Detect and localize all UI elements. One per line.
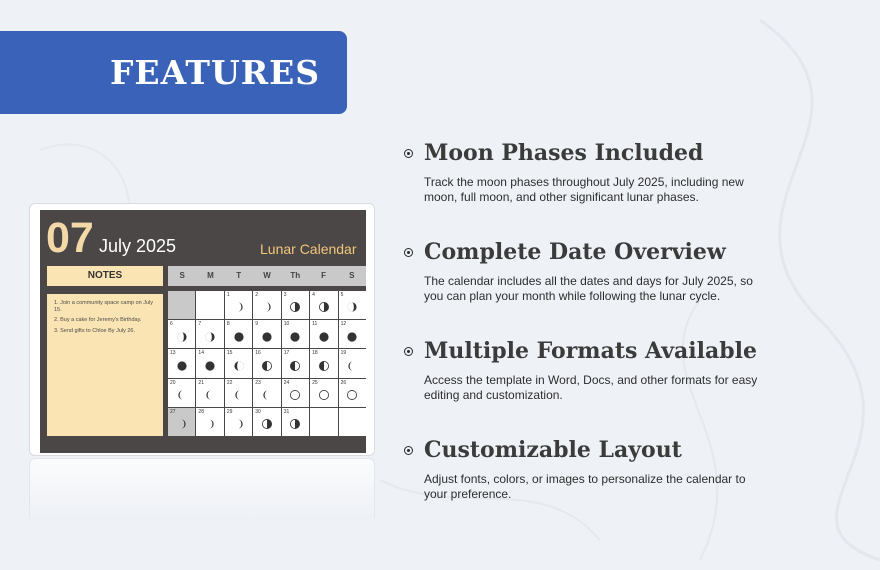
date-number: 9 — [255, 321, 259, 328]
moon-half-left-icon — [261, 360, 272, 371]
calendar-empty-cell — [339, 408, 366, 436]
date-number: 5 — [340, 292, 344, 298]
calendar-preview-card — [29, 203, 375, 456]
date-number: 30 — [255, 408, 261, 415]
calendar-date-cell — [196, 408, 223, 436]
moon-crescent-right-icon — [261, 302, 272, 313]
feature-description: Adjust fonts, colors, or images to personalize the calendar to your preference. — [424, 472, 746, 501]
moon-half-left-icon — [318, 360, 329, 371]
moon-full-icon — [318, 331, 329, 342]
moon-gibbous-icon — [347, 302, 358, 313]
date-number: 19 — [340, 350, 347, 357]
note-item: 2. Buy a cake for Jeremy's Birthday. — [54, 317, 142, 324]
calendar-date-cell — [310, 320, 337, 348]
moon-half-left-icon — [290, 360, 301, 371]
calendar-date-cell — [196, 379, 223, 407]
calendar-title: Lunar Calendar — [260, 241, 357, 257]
date-number: 6 — [170, 321, 173, 328]
calendar-date-grid — [168, 291, 366, 436]
calendar-date-cell — [168, 349, 195, 377]
calendar-date-cell — [310, 379, 337, 407]
calendar-date-cell — [225, 379, 252, 407]
calendar-date-cell — [168, 320, 195, 348]
calendar-date-cell — [225, 349, 252, 377]
calendar-date-cell — [339, 291, 366, 319]
moon-full-icon — [176, 360, 187, 371]
date-number: 7 — [198, 321, 202, 328]
calendar-month-year: July 2025 — [99, 236, 177, 256]
weekday-label: T — [236, 271, 242, 280]
date-number: 4 — [312, 292, 315, 298]
notes-panel — [47, 294, 163, 436]
feature-title: Multiple Formats Available — [424, 338, 757, 364]
date-number: 27 — [170, 408, 176, 415]
date-number: 31 — [283, 408, 290, 415]
date-number: 13 — [170, 350, 176, 357]
date-number: 11 — [312, 321, 318, 328]
date-number: 21 — [198, 379, 204, 386]
calendar-date-cell — [196, 349, 223, 377]
weekday-header-row — [168, 266, 366, 286]
moon-full-icon — [290, 331, 301, 342]
moon-crescent-right-icon — [205, 419, 216, 430]
moon-new-icon — [290, 389, 301, 400]
moon-crescent-left-icon — [205, 389, 216, 400]
moon-gibbous-icon — [205, 331, 216, 342]
feature-title: Complete Date Overview — [424, 239, 726, 265]
calendar-date-cell — [253, 291, 280, 319]
date-number: 20 — [170, 379, 176, 386]
date-number: 28 — [198, 408, 204, 415]
feature-description: Access the template in Word, Docs, and other formats for easy editing and customization. — [424, 373, 758, 402]
moon-half-right-icon — [261, 419, 272, 430]
date-number: 26 — [340, 379, 347, 386]
weekday-label: Th — [290, 271, 301, 280]
date-number: 8 — [226, 321, 230, 328]
calendar-date-cell — [253, 379, 280, 407]
date-number: 10 — [283, 321, 290, 328]
card-reflection — [29, 458, 375, 518]
date-number: 15 — [226, 350, 233, 357]
moon-new-icon — [318, 389, 329, 400]
date-number: 3 — [283, 292, 287, 298]
moon-full-icon — [205, 360, 216, 371]
calendar-date-cell — [225, 291, 252, 319]
calendar-date-cell — [225, 408, 252, 436]
moon-crescent-right-icon — [233, 302, 244, 313]
calendar-date-cell — [168, 408, 195, 436]
calendar-date-cell — [282, 408, 309, 436]
date-number: 18 — [312, 350, 318, 357]
notes-header: NOTES — [47, 266, 163, 286]
date-number: 17 — [283, 350, 290, 357]
feature-title: Customizable Layout — [424, 437, 682, 463]
calendar-date-cell — [225, 320, 252, 348]
moon-half-right-icon — [290, 302, 301, 313]
date-number: 1 — [226, 292, 230, 298]
note-item: 3. Send gifts to Chloe By July 26. — [54, 327, 136, 334]
note-item: 1. Join a community space camp on July 15. — [54, 300, 154, 314]
weekday-label: M — [207, 271, 214, 280]
calendar-date-cell — [339, 320, 366, 348]
bullet-icon — [404, 446, 413, 455]
calendar-date-cell — [253, 349, 280, 377]
moon-crescent-right-icon — [233, 419, 244, 430]
weekday-label: W — [263, 271, 271, 280]
calendar-empty-cell — [196, 291, 223, 319]
bullet-icon — [404, 248, 413, 257]
moon-full-icon — [261, 331, 272, 342]
moon-new-icon — [347, 389, 358, 400]
weekday-label: F — [321, 271, 326, 280]
moon-full-icon — [347, 331, 358, 342]
features-banner — [0, 31, 347, 114]
calendar-date-cell — [339, 379, 366, 407]
date-number: 16 — [255, 350, 261, 357]
bullet-icon — [404, 149, 413, 158]
date-number: 22 — [226, 379, 233, 386]
calendar-date-cell — [282, 291, 309, 319]
moon-gibbous-icon — [176, 331, 187, 342]
date-number: 29 — [226, 408, 233, 415]
feature-description: The calendar includes all the dates and days for July 2025, so you can plan your month while following the lunar cycle. — [424, 274, 753, 303]
calendar-date-cell — [196, 320, 223, 348]
moon-full-icon — [233, 331, 244, 342]
weekday-label: S — [179, 271, 185, 280]
date-number: 25 — [312, 379, 318, 386]
calendar-date-cell — [168, 379, 195, 407]
calendar-date-cell — [282, 320, 309, 348]
date-number: 24 — [283, 379, 290, 386]
calendar-date-cell — [253, 320, 280, 348]
date-number: 2 — [255, 292, 259, 298]
date-number: 14 — [198, 350, 204, 357]
weekday-label: S — [349, 271, 355, 280]
calendar-empty-cell — [168, 291, 195, 319]
moon-half-right-icon — [318, 302, 329, 313]
feature-title: Moon Phases Included — [424, 140, 704, 166]
calendar-day-number: 07 — [46, 214, 94, 262]
calendar-date-cell — [253, 408, 280, 436]
calendar-date-cell — [339, 349, 366, 377]
calendar-date-cell — [282, 379, 309, 407]
calendar-date-cell — [310, 291, 337, 319]
bullet-icon — [404, 347, 413, 356]
date-number: 23 — [255, 379, 261, 386]
banner-title: FEATURES — [110, 53, 321, 92]
calendar-empty-cell — [310, 408, 337, 436]
moon-crescent-left-icon — [261, 389, 272, 400]
moon-crescent-left-icon — [176, 389, 187, 400]
moon-crescent-left-icon — [233, 389, 244, 400]
lunar-calendar — [40, 210, 366, 453]
calendar-date-cell — [310, 349, 337, 377]
moon-gibbous-left-icon — [233, 360, 244, 371]
feature-description: Track the moon phases throughout July 2025, including new moon, full moon, and other significant lunar phases. — [424, 175, 744, 204]
date-number: 12 — [340, 321, 347, 328]
calendar-date-cell — [282, 349, 309, 377]
moon-crescent-right-icon — [176, 419, 187, 430]
moon-half-right-icon — [290, 419, 301, 430]
moon-crescent-left-icon — [347, 360, 358, 371]
